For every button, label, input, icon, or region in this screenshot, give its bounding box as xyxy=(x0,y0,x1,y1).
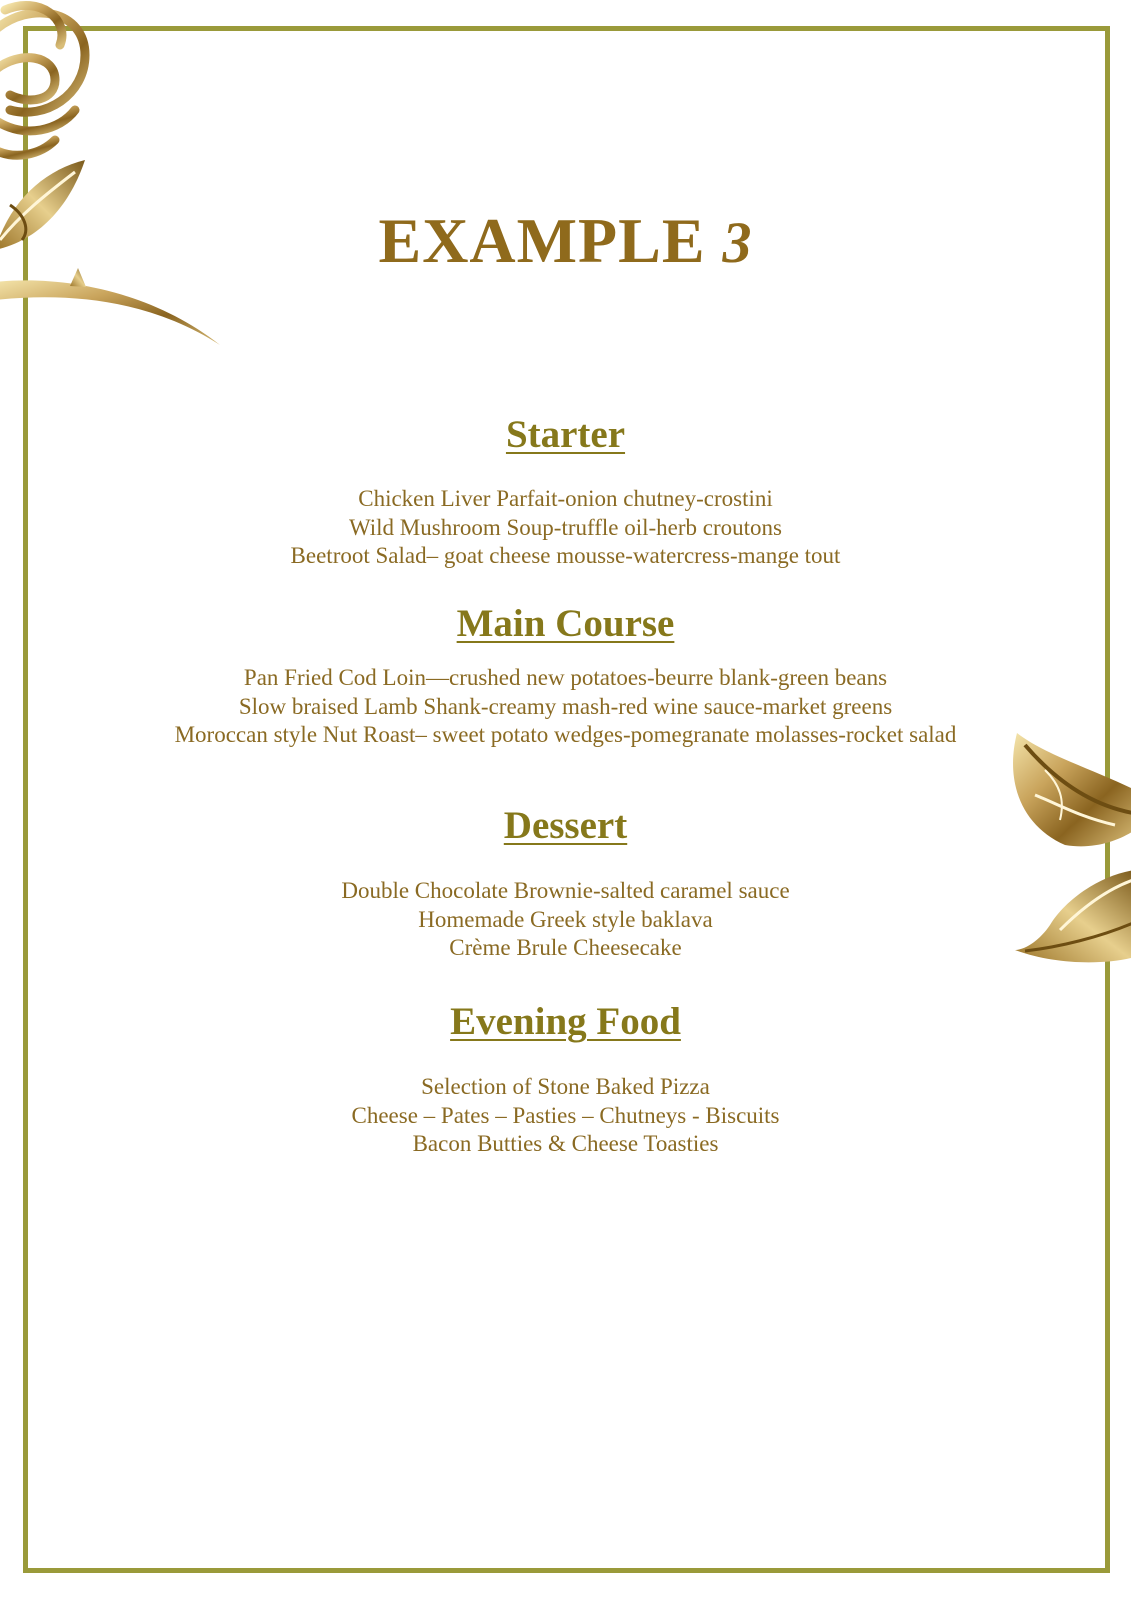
menu-item: Moroccan style Nut Roast– sweet potato wedges-pomegranate molasses-rocket salad xyxy=(174,722,957,747)
menu-item: Homemade Greek style baklava xyxy=(418,906,713,932)
menu-title-number: 3 xyxy=(722,210,753,275)
menu-item: Pan Fried Cod Loin—crushed new potatoes-beurre blank-green beans xyxy=(243,665,888,690)
menu-item: Cheese – Pates – Pasties – Chutneys - Biscuits xyxy=(351,1102,780,1128)
section-heading-starter: Starter xyxy=(505,413,626,456)
section-items-evening-food xyxy=(160,1073,971,1159)
menu-item: Wild Mushroom Soup-truffle oil-herb croutons xyxy=(348,514,783,540)
section-items-starter xyxy=(160,485,971,571)
menu-item: Bacon Butties & Cheese Toasties xyxy=(412,1131,719,1156)
menu-item: Chicken Liver Parfait-onion chutney-crostini xyxy=(358,486,773,511)
section-heading-dessert: Dessert xyxy=(503,804,628,847)
section-heading-evening-food: Evening Food xyxy=(450,1000,681,1043)
menu-item: Double Chocolate Brownie-salted caramel sauce xyxy=(341,878,790,903)
menu-item: Beetroot Salad– goat cheese mousse-watercress-mange tout xyxy=(290,543,841,568)
section-heading-main-course: Main Course xyxy=(456,602,675,645)
menu-title xyxy=(0,200,1131,284)
section-items-dessert xyxy=(160,877,971,963)
menu-item: Crème Brule Cheesecake xyxy=(449,935,682,960)
menu-title-word: EXAMPLE xyxy=(378,205,706,276)
section-items-main-course xyxy=(160,664,971,750)
menu-item: Slow braised Lamb Shank-creamy mash-red wine sauce-market greens xyxy=(238,693,893,719)
menu-item: Selection of Stone Baked Pizza xyxy=(421,1074,710,1099)
